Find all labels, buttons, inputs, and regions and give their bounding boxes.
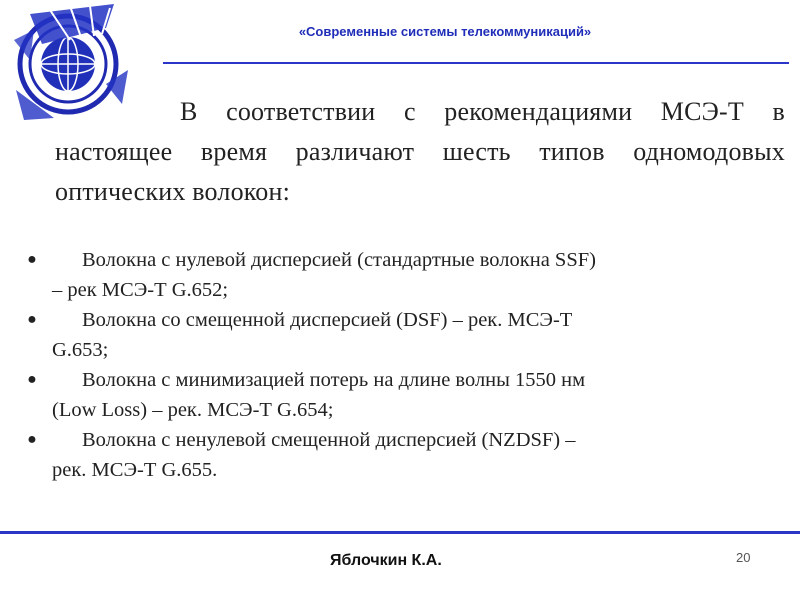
list-item-text: Волокна со смещенной дисперсией (DSF) – рек. МСЭ-Т [82, 309, 573, 331]
page-number: 20 [736, 550, 751, 565]
list-item-continuation: (Low Loss) – рек. МСЭ-Т G.654; [52, 399, 334, 421]
bullet-dot-icon: ● [27, 311, 37, 328]
list-item-continuation: – рек МСЭ-Т G.652; [52, 279, 229, 301]
list-item-text: Волокна с нулевой дисперсией (стандартные волокна SSF) [82, 249, 596, 271]
bullet-dot-icon: ● [27, 251, 37, 268]
intro-paragraph: В соответствии с рекомендациями МСЭ-Т в настоящее время различают шесть типов одномодовых оптических волокон: [55, 97, 785, 206]
list-item [22, 245, 762, 305]
header-title: «Современные системы телекоммуникаций» [298, 24, 592, 39]
top-divider [163, 62, 789, 64]
list-item-continuation: G.653; [52, 339, 109, 361]
list-item [22, 365, 762, 425]
list-item-text: Волокна с минимизацией потерь на длине волны 1550 нм [82, 369, 586, 391]
list-item [22, 305, 762, 365]
bullet-dot-icon: ● [27, 371, 37, 388]
list-item-text: Волокна с ненулевой смещенной дисперсией (NZDSF) – [82, 429, 576, 451]
bottom-divider [0, 531, 800, 534]
bullet-dot-icon: ● [27, 431, 37, 448]
list-item [22, 425, 762, 485]
list-item-continuation: рек. МСЭ-Т G.655. [52, 459, 218, 481]
footer-author: Яблочкин К.А. [330, 552, 442, 569]
bullet-list [22, 245, 762, 485]
